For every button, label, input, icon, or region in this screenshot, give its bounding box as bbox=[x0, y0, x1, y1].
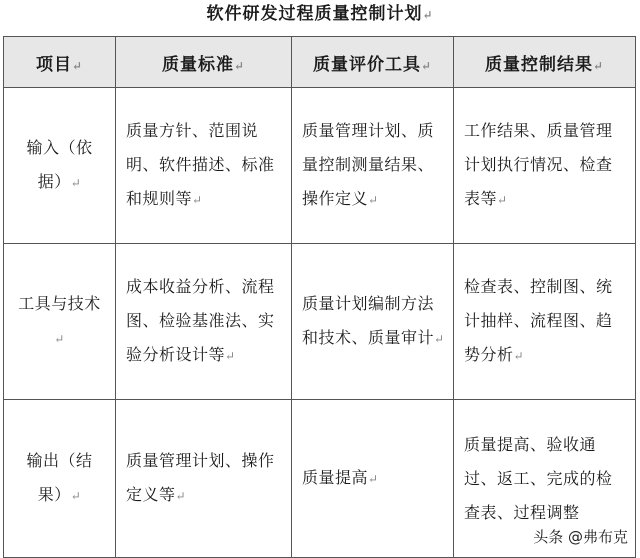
cell-text: 输入（依据） bbox=[26, 138, 93, 191]
cell-text: 输出（结果） bbox=[26, 451, 93, 504]
cell-text: 质量计划编制方法和技术、质量审计 bbox=[302, 294, 435, 347]
watermark: 头条 @弗布克 bbox=[533, 528, 628, 546]
paragraph-mark: ↵ bbox=[233, 58, 246, 73]
paragraph-mark: ↵ bbox=[192, 193, 203, 207]
paragraph-mark: ↵ bbox=[592, 58, 605, 73]
quality-control-table bbox=[3, 36, 636, 558]
row-label bbox=[4, 244, 116, 400]
header-tools bbox=[292, 37, 454, 88]
table-row bbox=[4, 244, 636, 400]
paragraph-mark: ↵ bbox=[434, 332, 445, 346]
header-item bbox=[4, 37, 116, 88]
paragraph-mark: ↵ bbox=[71, 58, 84, 73]
header-text: 质量评价工具 bbox=[312, 54, 421, 75]
paragraph-mark: ↵ bbox=[368, 193, 379, 207]
paragraph-mark: ↵ bbox=[70, 176, 82, 190]
table-row bbox=[4, 88, 636, 244]
cell-standard bbox=[116, 400, 292, 558]
header-text: 质量控制结果 bbox=[484, 54, 593, 75]
cell-text: 工作结果、质量管理计划执行情况、检查表等 bbox=[464, 121, 613, 208]
cell-text: 工具与技术 bbox=[18, 294, 101, 313]
paragraph-mark: ↵ bbox=[54, 332, 65, 346]
cell-text: 检查表、控制图、统计抽样、流程图、趋势分析 bbox=[464, 277, 613, 364]
row-label bbox=[4, 400, 116, 558]
header-standard bbox=[116, 37, 292, 88]
cell-result bbox=[454, 88, 636, 244]
header-text: 质量标准 bbox=[161, 54, 234, 75]
cell-tools bbox=[292, 400, 454, 558]
cell-text: 质量方针、范围说明、软件描述、标准和规则等 bbox=[126, 121, 275, 208]
cell-standard bbox=[116, 244, 292, 400]
cell-text: 成本收益分析、流程图、检验基准法、实验分析设计等 bbox=[126, 277, 275, 364]
paragraph-mark: ↵ bbox=[513, 349, 525, 363]
cell-tools bbox=[292, 244, 454, 400]
header-result bbox=[454, 37, 636, 88]
cell-text: 质量管理计划、质量控制测量结果、操作定义 bbox=[302, 121, 435, 208]
paragraph-mark: ↵ bbox=[420, 58, 433, 73]
cell-standard bbox=[116, 88, 292, 244]
cell-text: 质量管理计划、操作定义等 bbox=[126, 451, 275, 504]
paragraph-mark: ↵ bbox=[175, 489, 187, 503]
paragraph-mark: ↵ bbox=[225, 349, 236, 363]
cell-text: 质量提高 bbox=[302, 468, 369, 487]
paragraph-mark: ↵ bbox=[70, 489, 82, 503]
header-text: 项目 bbox=[35, 54, 72, 75]
document-title bbox=[0, 2, 640, 26]
paragraph-mark: ↵ bbox=[497, 193, 508, 207]
cell-result bbox=[454, 244, 636, 400]
paragraph-mark: ↵ bbox=[422, 8, 434, 22]
cell-tools bbox=[292, 88, 454, 244]
cell-text: 质量提高、验收通过、返工、完成的检查表、过程调整 bbox=[464, 434, 613, 522]
table-header-row bbox=[4, 37, 636, 88]
title-text: 软件研发过程质量控制计划 bbox=[206, 4, 423, 24]
row-label bbox=[4, 88, 116, 244]
paragraph-mark: ↵ bbox=[368, 472, 379, 486]
